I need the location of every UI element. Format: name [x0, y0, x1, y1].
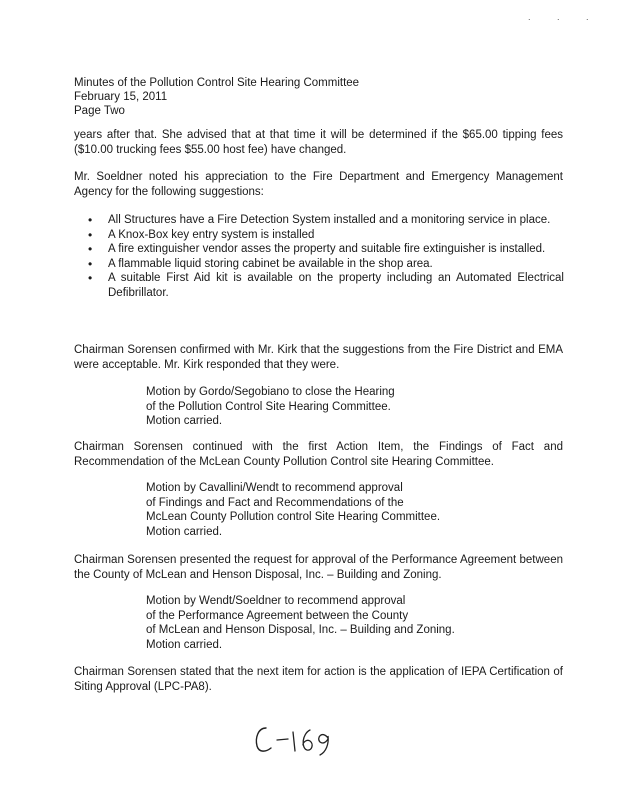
paragraph-tipping-fees: years after that. She advised that at that time it will be determined if the $65.00 tipping fees ($10.00 trucking fees $55.00 host fee) have changed. [74, 129, 563, 156]
motion-line: McLean County Pollution control Site Hearing Committee. [146, 511, 441, 523]
motion-line: of the Pollution Control Site Hearing Committee. [146, 400, 391, 413]
motion-line: Motion by Cavallini/Wendt to recommend approval [146, 482, 403, 494]
scan-marks: . . . [528, 12, 601, 22]
motion-block-performance-agreement [146, 594, 455, 652]
paragraph-performance-agreement: Chairman Sorensen presented the request for approval of the Performance Agreement between the County of McLean and Henson Disposal, Inc. – Building and Zoning. [74, 554, 563, 581]
list-item: • A fire extinguisher vendor asses the property and suitable fire extinguisher is installed. [86, 242, 564, 257]
header-page: Page Two [74, 105, 125, 117]
suggestions-list [86, 213, 564, 300]
list-item: • A flammable liquid storing cabinet be available in the shop area. [86, 257, 564, 272]
motion-line: of the Performance Agreement between the County [146, 609, 409, 622]
paragraph-iepa-certification: Chairman Sorensen stated that the next item for action is the application of IEPA Certification of Siting Approval (LPC-PA8). [74, 666, 563, 693]
motion-line: of McLean and Henson Disposal, Inc. – Building and Zoning. [146, 624, 455, 636]
header-title: Minutes of the Pollution Control Site Hearing Committee [74, 77, 360, 89]
list-item: • All Structures have a Fire Detection System installed and a monitoring service in place. [86, 213, 564, 228]
document-header [74, 76, 359, 118]
list-item: • A suitable First Aid kit is available on the property including an Automated Electrical Defibrillator. [86, 271, 564, 300]
motion-result: Motion carried. [146, 415, 223, 427]
motion-line: Motion by Wendt/Soeldner to recommend approval [146, 595, 406, 607]
motion-block-close-hearing [146, 385, 395, 429]
paragraph-appreciation: Mr. Soeldner noted his appreciation to the Fire Department and Emergency Management Agency for the following suggestions: [74, 171, 563, 198]
motion-result: Motion carried. [146, 525, 223, 538]
motion-line: of Findings and Fact and Recommendations of the [146, 496, 404, 509]
motion-line: Motion by Gordo/Segobiano to close the Hearing [146, 386, 395, 398]
motion-result: Motion carried. [146, 638, 223, 651]
handwritten-page-number [252, 718, 372, 758]
list-item: • A Knox-Box key entry system is installed [86, 228, 564, 243]
header-date: February 15, 2011 [74, 91, 168, 103]
paragraph-action-item: Chairman Sorensen continued with the first Action Item, the Findings of Fact and Recommendation of the McLean County Pollution Control site Hearing Committee. [74, 441, 563, 468]
motion-block-findings [146, 481, 440, 539]
paragraph-confirmed: Chairman Sorensen confirmed with Mr. Kirk that the suggestions from the Fire District and EMA were acceptable. Mr. Kirk responded that they were. [74, 344, 563, 371]
